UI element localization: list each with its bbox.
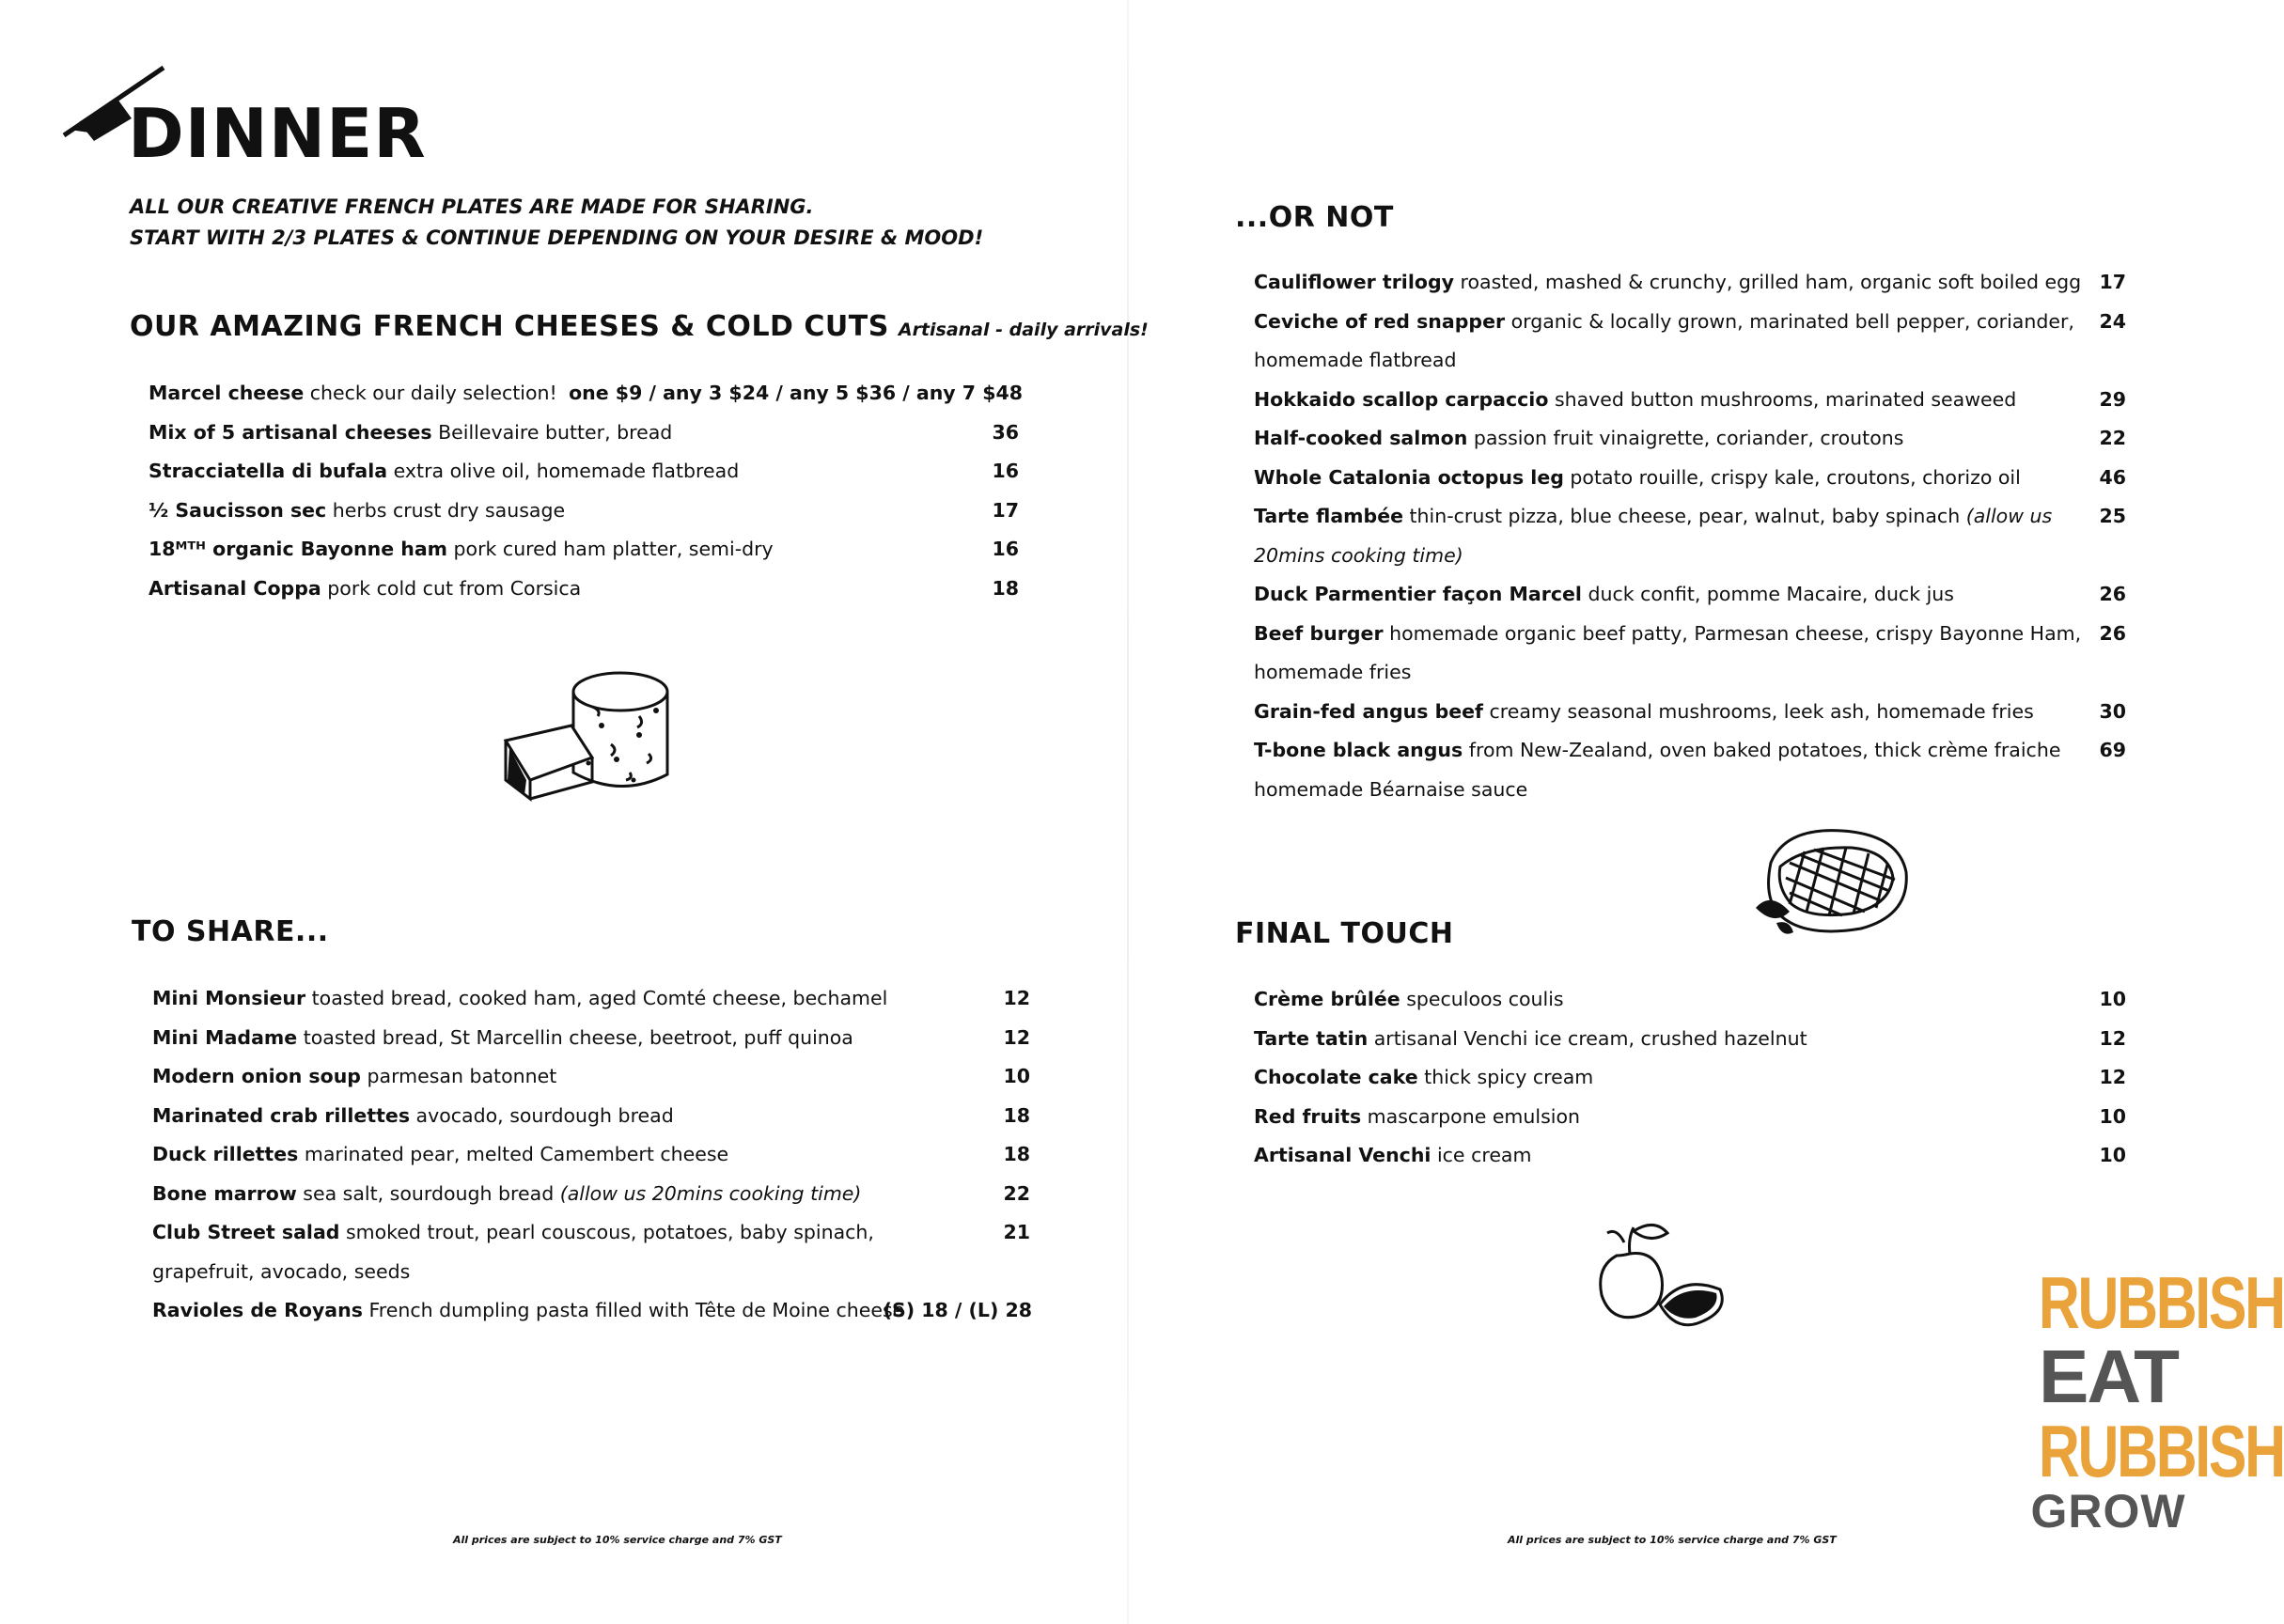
item-price: 26 xyxy=(2099,583,2126,605)
item-desc: parmesan batonnet xyxy=(360,1065,557,1087)
item-price: 17 xyxy=(2099,271,2126,293)
item-name: Ceviche of red snapper xyxy=(1254,309,1506,333)
item-name: Duck Parmentier façon Marcel xyxy=(1254,583,1582,605)
list-item xyxy=(149,570,1023,609)
item-desc: duck confit, pomme Macaire, duck jus xyxy=(1581,583,1954,605)
item-desc: avocado, sourdough bread xyxy=(410,1103,674,1127)
item-note: (allow us 20mins cooking time) xyxy=(559,1181,862,1205)
list-item xyxy=(1254,381,2126,420)
item-desc: toasted bread, St Marcellin cheese, beetroot, puff quinoa xyxy=(297,1025,853,1049)
item-desc: passion fruit vinaigrette, coriander, croutons xyxy=(1467,427,1904,449)
list-item xyxy=(1254,615,2126,693)
list-item xyxy=(1254,731,2126,809)
ornot-list xyxy=(1254,263,2126,809)
item-desc: creamy seasonal mushrooms, leek ash, homemade fries xyxy=(1482,699,2034,723)
list-item xyxy=(1254,419,2126,459)
list-item xyxy=(1254,693,2126,732)
list-item xyxy=(1254,1136,2126,1176)
item-price: 30 xyxy=(2099,699,2126,723)
item-price: 69 xyxy=(2099,739,2126,761)
item-desc: smoked trout, pearl couscous, potatoes, baby spinach, xyxy=(339,1221,874,1243)
section-title-ornot: ...OR NOT xyxy=(1235,201,1394,234)
item-price: 10 xyxy=(2099,1104,2126,1128)
item-price: 12 xyxy=(2099,1026,2126,1050)
item-desc: herbs crust dry sausage xyxy=(326,498,566,522)
list-item xyxy=(152,1019,1030,1058)
list-item xyxy=(1254,575,2126,615)
item-desc-cont: grapefruit, avocado, seeds xyxy=(152,1259,411,1283)
item-name: Artisanal Venchi xyxy=(1254,1144,1431,1166)
item-desc: pork cold cut from Corsica xyxy=(321,576,582,600)
section-title-share: TO SHARE... xyxy=(132,915,329,948)
list-item xyxy=(149,374,1023,414)
footer-note: All prices are subject to 10% service charge and 7% GST xyxy=(453,1534,782,1546)
item-desc: check our daily selection! xyxy=(304,382,557,404)
item-desc-cont: homemade fries xyxy=(1254,661,1412,683)
item-price: 29 xyxy=(2099,387,2126,411)
item-price: 26 xyxy=(2099,621,2126,645)
item-name: Modern onion soup xyxy=(152,1065,361,1087)
item-price: 22 xyxy=(2099,427,2126,449)
section-title-cheeses xyxy=(130,310,1149,343)
item-name: Cauliflower trilogy xyxy=(1254,271,1454,293)
item-name: Chocolate cake xyxy=(1254,1066,1418,1088)
item-name: Grain-fed angus beef xyxy=(1254,699,1483,723)
item-name: Club Street salad xyxy=(152,1221,340,1243)
item-name: Mini Madame xyxy=(152,1025,298,1049)
item-price: 10 xyxy=(2099,988,2126,1010)
item-desc-cont: homemade Béarnaise sauce xyxy=(1254,777,1528,801)
item-desc: mascarpone emulsion xyxy=(1361,1104,1581,1128)
item-desc: extra olive oil, homemade flatbread xyxy=(387,460,740,482)
item-desc: thin-crust pizza, blue cheese, pear, walnut, baby spinach xyxy=(1403,505,1966,527)
intro-text xyxy=(130,192,983,254)
item-desc: thick spicy cream xyxy=(1417,1066,1594,1088)
item-name: ½ Saucisson sec xyxy=(149,498,327,522)
share-list xyxy=(152,979,1030,1331)
logo-line: RUBBISH xyxy=(2038,1261,2284,1344)
logo-line: RUBBISH xyxy=(2038,1410,2284,1492)
item-name: Mix of 5 artisanal cheeses xyxy=(149,420,432,444)
item-price: 16 xyxy=(992,460,1019,482)
list-item xyxy=(152,1291,1030,1331)
item-price: 25 xyxy=(2099,505,2126,527)
item-name: Bone marrow xyxy=(152,1181,297,1205)
item-name: Marinated crab rillettes xyxy=(152,1103,411,1127)
list-item xyxy=(1254,497,2126,575)
item-name: Mini Monsieur xyxy=(152,987,306,1009)
list-item xyxy=(1254,459,2126,498)
item-price: 18 xyxy=(992,576,1019,600)
list-item xyxy=(149,530,1023,570)
item-name: Whole Catalonia octopus leg xyxy=(1254,465,1564,489)
item-desc: speculoos coulis xyxy=(1400,988,1564,1010)
cheese-illustration-icon xyxy=(498,669,679,801)
item-desc: potato rouille, crispy kale, croutons, chorizo oil xyxy=(1563,465,2021,489)
list-item xyxy=(152,1135,1030,1175)
list-item xyxy=(1254,1098,2126,1137)
cheese-list xyxy=(149,374,1023,608)
item-name: Half-cooked salmon xyxy=(1254,427,1468,449)
page-fold xyxy=(1127,0,1129,1624)
item-price: 12 xyxy=(1003,987,1030,1009)
item-name: Tarte flambée xyxy=(1254,505,1403,527)
item-price: (S) 18 / (L) 28 xyxy=(883,1299,1032,1321)
list-item xyxy=(1254,980,2126,1020)
steak-illustration-icon xyxy=(1748,825,1910,940)
item-name: Crème brûlée xyxy=(1254,988,1400,1010)
list-item xyxy=(1254,263,2126,303)
item-price: one $9 / any 3 $24 / any 5 $36 / any 7 $48 xyxy=(569,382,1023,404)
page-title: DINNER xyxy=(128,94,427,173)
list-item xyxy=(152,1097,1030,1136)
item-name: T-bone black angus xyxy=(1254,739,1463,761)
item-name: Ravioles de Royans xyxy=(152,1299,363,1321)
item-desc: French dumpling pasta filled with Tête de Moine cheese xyxy=(362,1299,905,1321)
item-name: Tarte tatin xyxy=(1254,1026,1369,1050)
logo-line: EAT xyxy=(2038,1335,2179,1418)
item-desc: from New-Zealand, oven baked potatoes, thick crème fraiche xyxy=(1463,739,2061,761)
list-item xyxy=(149,492,1023,531)
list-item xyxy=(149,452,1023,492)
item-name: Duck rillettes xyxy=(152,1143,299,1165)
list-item xyxy=(1254,1020,2126,1059)
item-note: (allow us xyxy=(1965,505,2053,527)
intro-line: START WITH 2/3 PLATES & CONTINUE DEPENDING ON YOUR DESIRE & MOOD! xyxy=(130,226,984,249)
section-title-text: OUR AMAZING FRENCH CHEESES & COLD CUTS xyxy=(130,310,889,343)
section-note: Artisanal - daily arrivals! xyxy=(898,320,1149,340)
fruit-illustration-icon xyxy=(1588,1218,1729,1331)
item-desc: organic & locally grown, marinated bell pepper, coriander, xyxy=(1505,309,2074,333)
list-item xyxy=(149,414,1023,453)
item-desc: toasted bread, cooked ham, aged Comté cheese, bechamel xyxy=(305,987,888,1009)
item-desc: shaved button mushrooms, marinated seaweed xyxy=(1548,387,2017,411)
item-price: 16 xyxy=(992,538,1019,560)
item-price: 24 xyxy=(2099,309,2126,333)
item-name: Hokkaido scallop carpaccio xyxy=(1254,387,1549,411)
item-desc: homemade organic beef patty, Parmesan cheese, crispy Bayonne Ham, xyxy=(1383,621,2082,645)
list-item xyxy=(152,979,1030,1019)
list-item xyxy=(152,1175,1030,1214)
list-item xyxy=(1254,1058,2126,1098)
item-name: Beef burger xyxy=(1254,621,1384,645)
item-price: 18 xyxy=(1003,1103,1030,1127)
item-desc: roasted, mashed & crunchy, grilled ham, organic soft boiled egg xyxy=(1453,271,2082,293)
item-price: 22 xyxy=(1003,1181,1030,1205)
item-desc: Beillevaire butter, bread xyxy=(431,420,673,444)
item-desc: sea salt, sourdough bread xyxy=(296,1181,560,1205)
footer-note: All prices are subject to 10% service charge and 7% GST xyxy=(1508,1534,1837,1546)
intro-line: ALL OUR CREATIVE FRENCH PLATES ARE MADE FOR SHARING. xyxy=(130,195,814,218)
list-item xyxy=(1254,303,2126,381)
rubbish-eat-rubbish-grow-logo xyxy=(2019,1261,2284,1538)
item-price: 10 xyxy=(2099,1144,2126,1166)
item-note-cont: 20mins cooking time) xyxy=(1254,543,1463,567)
list-item xyxy=(152,1213,1030,1291)
item-name: Stracciatella di bufala xyxy=(149,460,388,482)
item-price: 18 xyxy=(1003,1143,1030,1165)
item-desc: marinated pear, melted Camembert cheese xyxy=(298,1143,729,1165)
item-price: 21 xyxy=(1003,1221,1030,1243)
item-desc-cont: homemade flatbread xyxy=(1254,349,1457,371)
item-desc: artisanal Venchi ice cream, crushed hazelnut xyxy=(1368,1026,1807,1050)
list-item xyxy=(152,1057,1030,1097)
item-price: 36 xyxy=(992,420,1019,444)
item-desc: pork cured ham platter, semi-dry xyxy=(447,538,774,560)
logo-line: GROW xyxy=(2030,1485,2186,1538)
item-desc: ice cream xyxy=(1431,1144,1532,1166)
item-name: Red fruits xyxy=(1254,1104,1362,1128)
item-price: 12 xyxy=(1003,1025,1030,1049)
section-title-final: FINAL TOUCH xyxy=(1235,917,1454,950)
item-name: Artisanal Coppa xyxy=(149,576,321,600)
item-price: 10 xyxy=(1003,1065,1030,1087)
item-price: 46 xyxy=(2099,465,2126,489)
final-list xyxy=(1254,980,2126,1176)
item-name: Marcel cheese xyxy=(149,382,305,404)
item-price: 12 xyxy=(2099,1066,2126,1088)
item-name: 18ᴹᵀᴴ organic Bayonne ham xyxy=(149,538,448,560)
item-price: 17 xyxy=(992,498,1019,522)
